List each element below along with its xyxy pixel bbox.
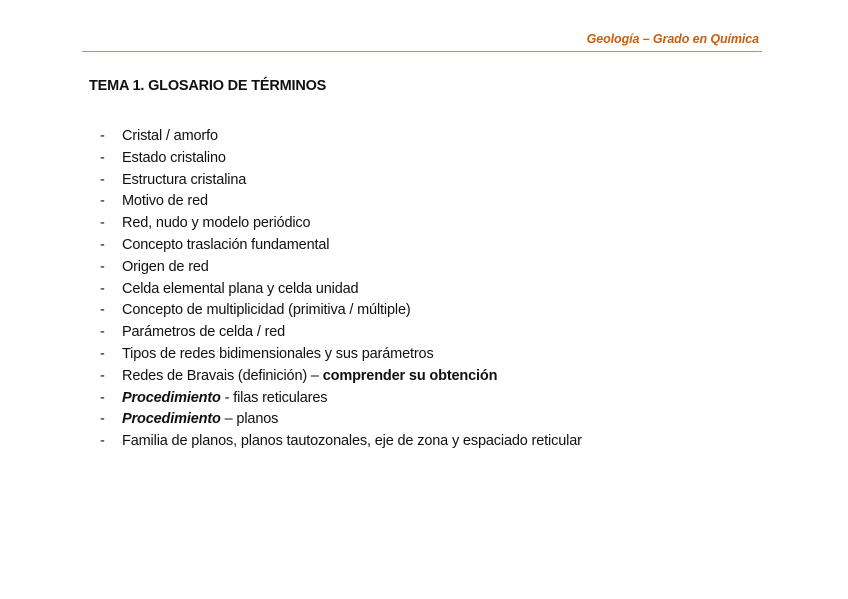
item-text: - filas reticulares [220, 389, 328, 406]
page-title: TEMA 1. GLOSARIO DE TÉRMINOS [89, 78, 327, 94]
item-text: – planos [220, 411, 279, 428]
list-item [98, 213, 582, 235]
item-text: Tipos de redes bidimensionales y sus parámetros [122, 345, 434, 362]
bullet-dash: - [100, 193, 105, 210]
item-text: Parámetros de celda / red [122, 324, 286, 341]
list-item [98, 191, 582, 213]
bullet-dash: - [100, 302, 105, 319]
bullet-dash: - [100, 128, 105, 144]
bullet-dash: - [100, 215, 105, 232]
list-item [98, 431, 582, 453]
bullet-dash: - [100, 324, 105, 341]
header-divider [82, 51, 762, 52]
item-emphasis: Procedimiento [122, 389, 221, 406]
item-text: Concepto traslación fundamental [122, 236, 330, 253]
bullet-dash: - [100, 149, 105, 166]
item-bold-text: comprender su obtención [322, 367, 498, 384]
list-item [98, 148, 582, 170]
bullet-dash: - [100, 389, 105, 406]
list-item [98, 300, 582, 322]
item-text: Concepto de multiplicidad (primitiva / múltiple) [122, 302, 411, 319]
item-text: Redes de Bravais (definición) – [122, 367, 323, 384]
bullet-dash: - [100, 236, 105, 253]
item-text: Estructura cristalina [122, 171, 247, 188]
bullet-dash: - [100, 171, 105, 188]
bullet-dash: - [100, 367, 105, 384]
item-text: Estado cristalino [122, 149, 226, 166]
glossary-list [98, 126, 582, 453]
list-item [98, 235, 582, 257]
list-item [98, 170, 582, 192]
bullet-dash: - [100, 280, 105, 297]
list-item [98, 388, 582, 410]
list-item [98, 409, 582, 431]
bullet-dash: - [100, 345, 105, 362]
item-text: Red, nudo y modelo periódico [122, 215, 311, 232]
item-text: Motivo de red [122, 193, 208, 210]
list-item [98, 257, 582, 279]
list-item [98, 279, 582, 301]
item-text: Origen de red [122, 258, 209, 275]
item-text: Celda elemental plana y celda unidad [122, 280, 359, 297]
list-item [98, 366, 582, 388]
list-item [98, 344, 582, 366]
list-item [98, 126, 582, 148]
item-emphasis: Procedimiento [122, 411, 221, 428]
bullet-dash: - [100, 433, 105, 450]
item-text: Cristal / amorfo [122, 128, 218, 144]
list-item [98, 322, 582, 344]
bullet-dash: - [100, 258, 105, 275]
page-header-subject: Geología – Grado en Química [586, 32, 759, 46]
item-text: Familia de planos, planos tautozonales, eje de zona y espaciado reticular [122, 433, 582, 450]
bullet-dash: - [100, 411, 105, 428]
